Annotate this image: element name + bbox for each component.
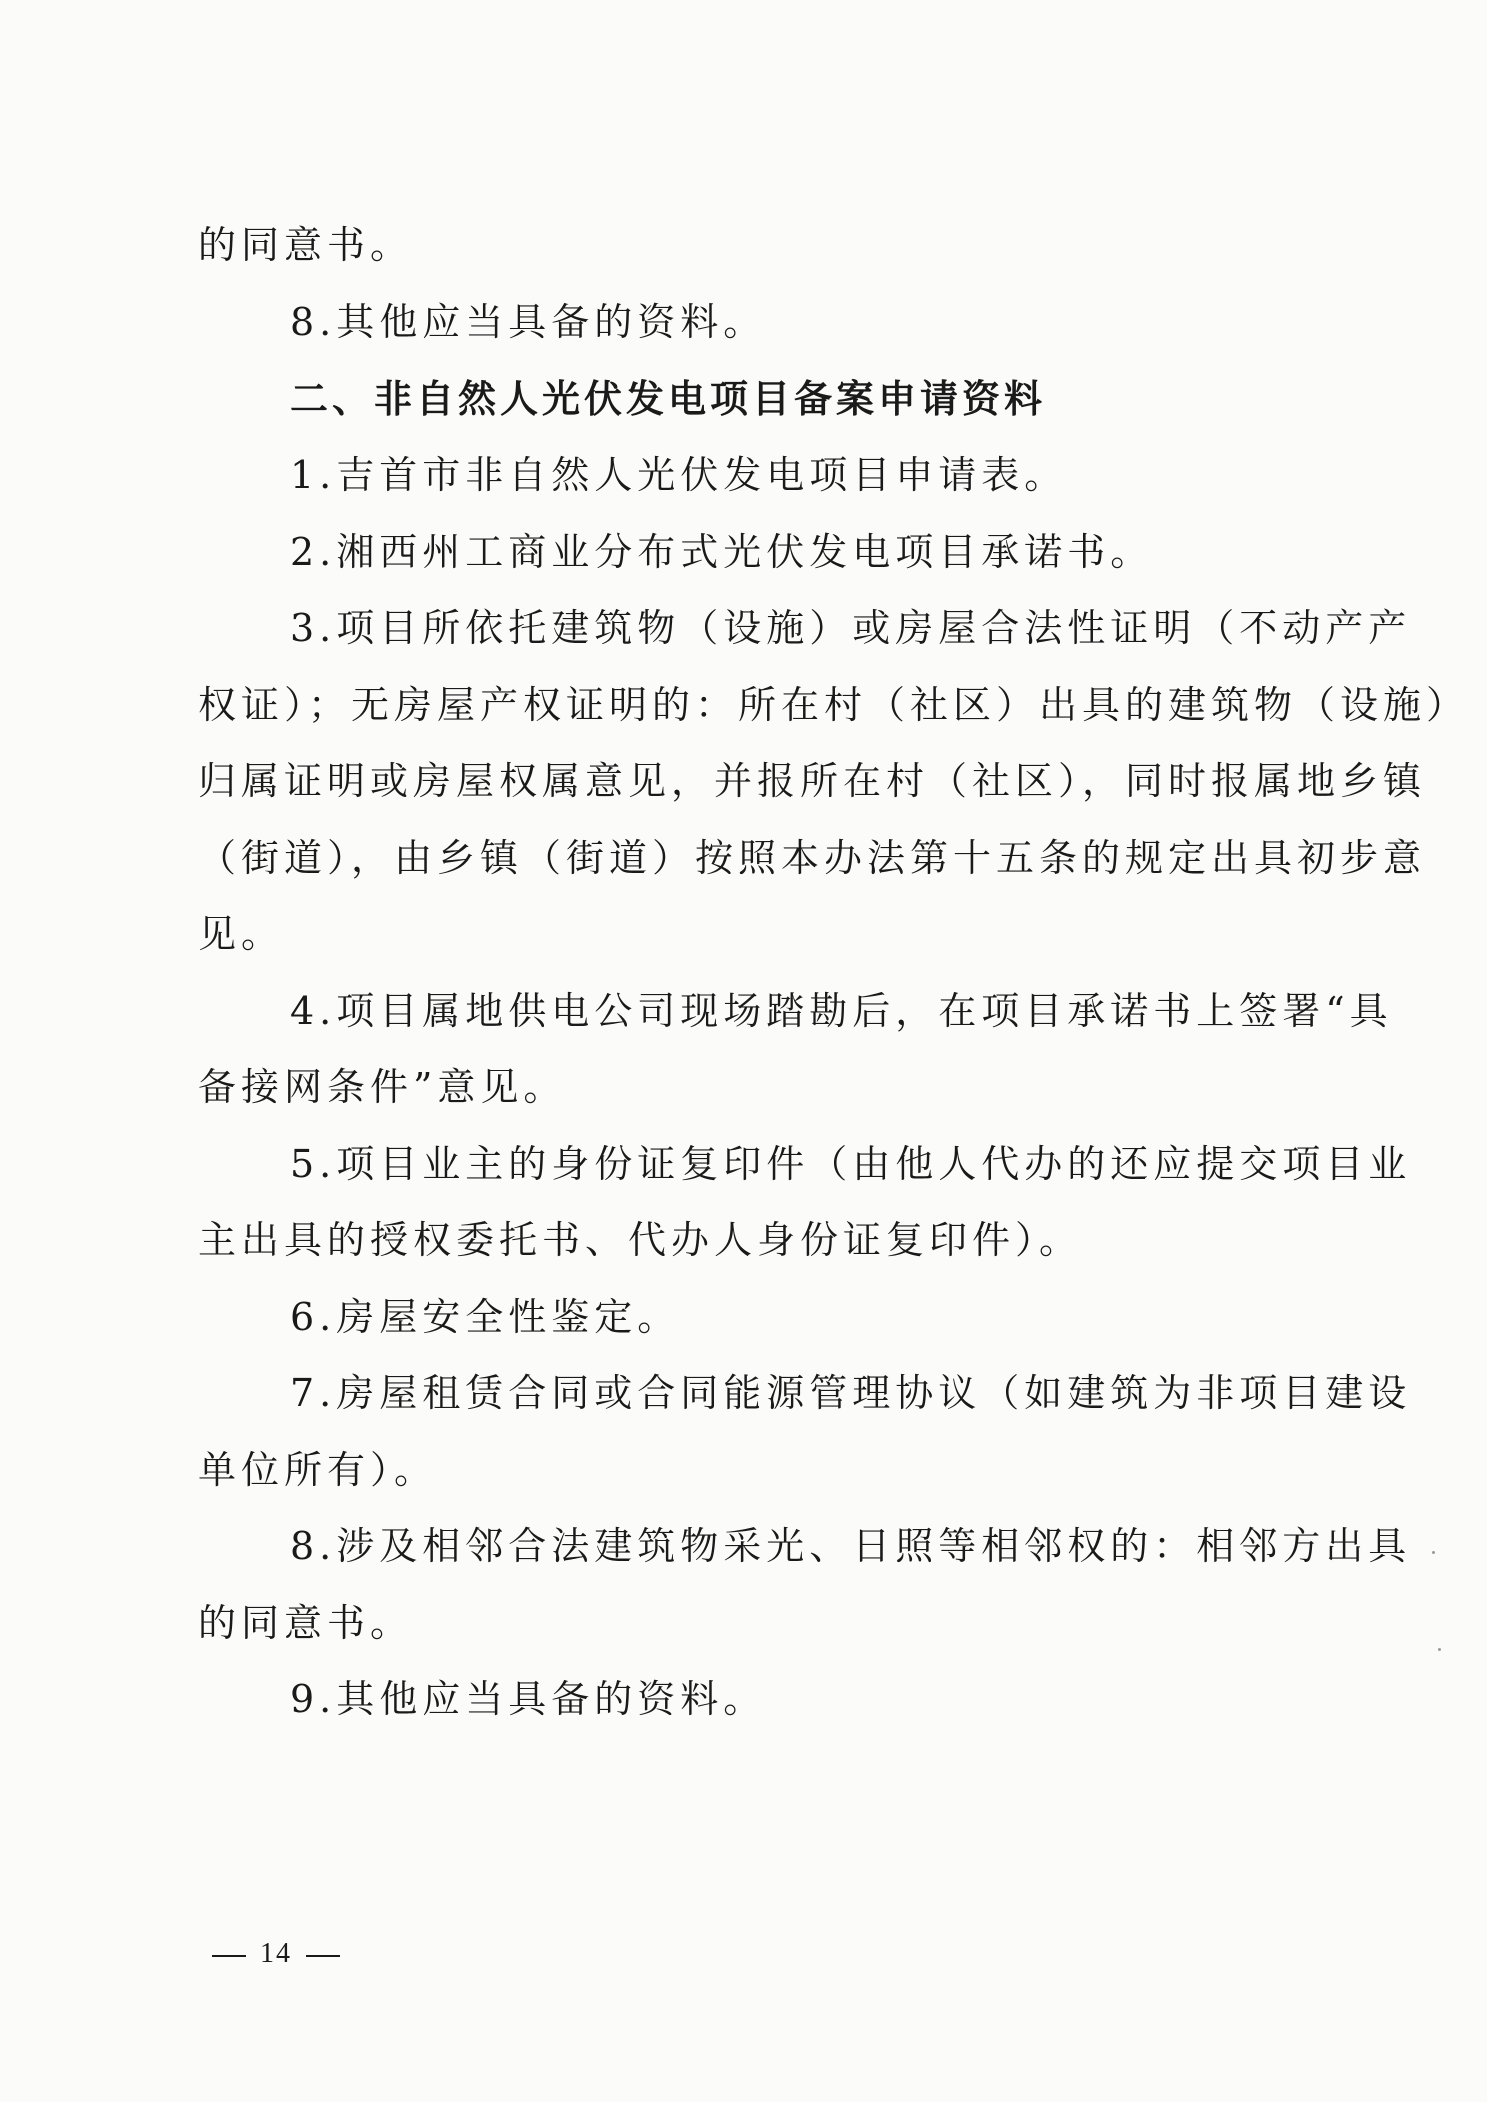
text-line: 3.项目所依托建筑物（设施）或房屋合法性证明（不动产产	[290, 606, 1412, 650]
text-line: 7.房屋租赁合同或合同能源管理协议（如建筑为非项目建设	[290, 1371, 1412, 1415]
text-line: 5.项目业主的身份证复印件（由他人代办的还应提交项目业	[290, 1142, 1412, 1186]
section-heading: 二、非自然人光伏发电项目备案申请资料	[290, 377, 1047, 421]
text-line: 归属证明或房屋权属意见，并报所在村（社区），同时报属地乡镇	[198, 759, 1427, 803]
text-line: 主出具的授权委托书、代办人身份证复印件）。	[198, 1218, 1083, 1262]
text-line: 备接网条件”意见。	[198, 1065, 567, 1109]
dash-right	[306, 1955, 340, 1957]
text-line: 权证）；无房屋产权证明的：所在村（社区）出具的建筑物（设施）	[198, 683, 1470, 727]
text-line: 1.吉首市非自然人光伏发电项目申请表。	[290, 453, 1068, 497]
text-line: 9.其他应当具备的资料。	[290, 1677, 767, 1721]
text-line: 的同意书。	[198, 223, 414, 267]
page-number-value: 14	[260, 1938, 292, 1969]
text-line: 4.项目属地供电公司现场踏勘后，在项目承诺书上签署“具	[290, 989, 1393, 1033]
dash-left	[212, 1955, 246, 1957]
text-line: 8.其他应当具备的资料。	[290, 300, 767, 344]
text-line: 单位所有）。	[198, 1448, 438, 1492]
text-line: 的同意书。	[198, 1601, 414, 1645]
text-line: 6.房屋安全性鉴定。	[290, 1295, 681, 1339]
text-line: 8.涉及相邻合法建筑物采光、日照等相邻权的：相邻方出具	[290, 1524, 1412, 1568]
text-line: 2.湘西州工商业分布式光伏发电项目承诺书。	[290, 530, 1154, 574]
text-line: 见。	[198, 912, 285, 956]
scan-speck	[1432, 1551, 1435, 1554]
scan-speck	[1438, 1648, 1441, 1651]
text-line: （街道），由乡镇（街道）按照本办法第十五条的规定出具初步意	[198, 836, 1427, 880]
page-number	[198, 1936, 354, 1972]
